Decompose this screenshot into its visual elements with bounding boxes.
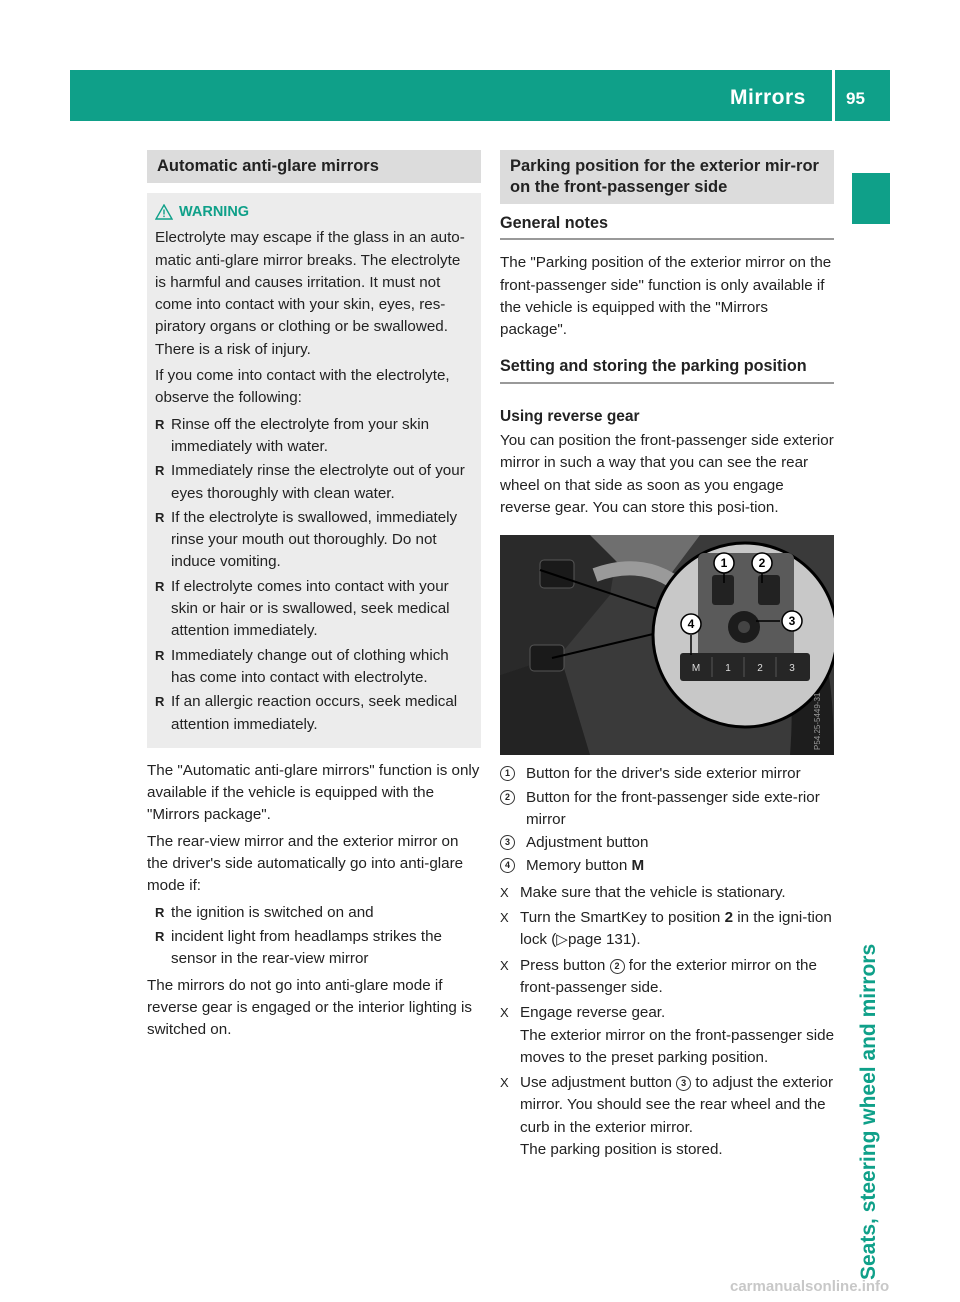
step-text: Make sure that the vehicle is stationary. (520, 883, 786, 901)
list-item (155, 460, 473, 505)
photo-callout-3: 3 (788, 614, 796, 629)
photo-label-m: M (691, 663, 701, 675)
legend-text: Adjustment button (526, 834, 649, 852)
step-item (500, 1072, 834, 1161)
callout-number: 3 (676, 1076, 691, 1091)
body-paragraph: You can position the front-passenger side exterior mirror in such a way that you can see the rear wheel on that side as soon as you engage reverse gear. You can store this posi-tion. (500, 432, 834, 516)
list-item-text: If an allergic reaction occurs, seek medical attention immediately. (171, 693, 458, 733)
section-heading: Parking position for the exterior mir-ror on the front-passenger side (500, 150, 834, 204)
chapter-tab (852, 173, 890, 224)
warning-bullets (155, 414, 473, 736)
callout-number: 2 (500, 790, 515, 805)
list-item-text: If the electrolyte is swallowed, immediately rinse your mouth out thoroughly. Do not induce vomiting. (171, 508, 458, 571)
legend-item (500, 832, 834, 854)
step-arrow-icon: X (500, 957, 509, 973)
warning-triangle-icon (155, 204, 173, 220)
bullet-marker-icon: R (155, 928, 165, 944)
subsection-heading: General notes (500, 212, 834, 240)
callout-number: 3 (500, 835, 515, 850)
warning-label: WARNING (179, 204, 250, 220)
legend-item (500, 763, 834, 785)
bullet-marker-icon: R (155, 647, 165, 663)
list-item (155, 926, 481, 971)
list-item (155, 902, 481, 924)
warning-heading (155, 201, 473, 223)
step-arrow-icon: X (500, 884, 509, 900)
running-header-title: Mirrors (730, 86, 806, 109)
list-item-text: If electrolyte comes into contact with your skin or hair or is swallowed, seek medical attention immediately. (171, 577, 450, 640)
warning-text-2: If you come into contact with the electrolyte, observe the following: (155, 367, 450, 407)
legend-item (500, 787, 834, 832)
step-item (500, 1002, 834, 1069)
step-text: Turn the SmartKey to position (520, 909, 725, 927)
bullet-marker-icon: R (155, 463, 165, 479)
photo-label-3: 3 (789, 663, 795, 675)
chapter-title: Seats, steering wheel and mirrors (857, 943, 880, 1280)
condition-list (155, 902, 481, 971)
step-result-text: The parking position is stored. (520, 1141, 723, 1159)
callout-number: 2 (610, 959, 625, 974)
step-text[interactable]: page 131). (567, 931, 641, 949)
list-item (155, 414, 473, 459)
page-ref-icon: ▷ (556, 931, 568, 949)
legend-text: Button for the driver's side exterior mirror (526, 765, 801, 783)
list-item-text: Immediately change out of clothing which has come into contact with electrolyte. (171, 646, 449, 686)
sub-subsection-heading: Using reverse gear (500, 407, 640, 425)
photo-legend (500, 763, 834, 877)
bullet-marker-icon: R (155, 694, 165, 710)
list-item (155, 645, 473, 690)
step-arrow-icon: X (500, 910, 509, 926)
left-column (147, 150, 481, 1041)
list-item (155, 691, 473, 736)
callout-number: 1 (500, 766, 515, 781)
body-paragraph: The "Parking position of the exterior mirror on the front-passenger side" function is only available if the vehicle is equipped with the "Mirrors package". (500, 254, 832, 339)
legend-text: Button for the front-passenger side exte-rior mirror (526, 788, 820, 828)
page-number: 95 (846, 89, 865, 108)
instruction-steps (500, 882, 834, 1162)
legend-text: Memory button (526, 857, 632, 875)
list-item (155, 507, 473, 574)
step-text: to adjust the exterior mirror. You should see the rear wheel and the curb in the exterior mirror. (520, 1074, 834, 1136)
step-text: in the igni-tion lock ( (520, 909, 832, 949)
callout-number: 4 (500, 858, 515, 873)
body-paragraph: The "Automatic anti-glare mirrors" function is only available if the vehicle is equipped with the "Mirrors package". (147, 761, 480, 824)
photo-callout-2: 2 (758, 556, 766, 571)
step-item (500, 907, 834, 952)
photo-label-1: 1 (725, 663, 731, 675)
photo-callout-1: 1 (720, 556, 728, 571)
step-text: for the exterior mirror on the front-passenger side. (520, 956, 817, 996)
step-arrow-icon: X (500, 1075, 509, 1091)
step-arrow-icon: X (500, 1005, 509, 1021)
photo-callout-4: 4 (687, 617, 695, 632)
warning-box (147, 193, 481, 748)
body-paragraph: The rear-view mirror and the exterior mirror on the driver's side automatically go into anti-glare mode if: (147, 832, 464, 895)
subsection-heading: Setting and storing the parking position (500, 355, 834, 383)
step-item (500, 882, 834, 904)
list-item-text: Rinse off the electrolyte from your skin immediately with water. (171, 415, 430, 455)
bullet-marker-icon: R (155, 416, 165, 432)
bullet-marker-icon: R (155, 904, 165, 920)
list-item-text: incident light from headlamps strikes the sensor in the rear-view mirror (171, 927, 442, 968)
door-control-panel-photo (500, 535, 834, 755)
list-item-text: Immediately rinse the electrolyte out of your eyes thoroughly with clean water. (171, 462, 465, 502)
step-text: Engage reverse gear. (520, 1004, 666, 1022)
step-result-text: The exterior mirror on the front-passenger side moves to the preset parking position. (520, 1026, 835, 1066)
list-item-text: the ignition is switched on and (171, 903, 374, 921)
bullet-marker-icon: R (155, 578, 165, 594)
step-text: Press button (520, 956, 610, 974)
bullet-marker-icon: R (155, 509, 165, 525)
section-heading: Automatic anti-glare mirrors (147, 150, 481, 183)
step-text-bold: 2 (724, 909, 734, 927)
warning-text: Electrolyte may escape if the glass in an auto-matic anti-glare mirror breaks. The electrolyte is harmful and causes irritation. It must not come into contact with your skin, eyes, res-piratory organs or clothing or be swallowed. There is a risk of injury. (155, 229, 465, 358)
photo-code: P54.25-5449-31 (813, 692, 822, 751)
header-divider (832, 70, 835, 121)
footer-watermark: carmanualsonline.info (730, 1278, 890, 1295)
legend-item (500, 855, 834, 877)
photo-label-2: 2 (757, 663, 763, 675)
step-item (500, 955, 834, 1000)
body-paragraph: The mirrors do not go into anti-glare mode if reverse gear is engaged or the interior lighting is switched on. (147, 976, 473, 1039)
legend-text-bold: M (631, 857, 645, 875)
step-text: Use adjustment button (520, 1074, 677, 1092)
list-item (155, 576, 473, 643)
right-column (500, 150, 834, 1164)
